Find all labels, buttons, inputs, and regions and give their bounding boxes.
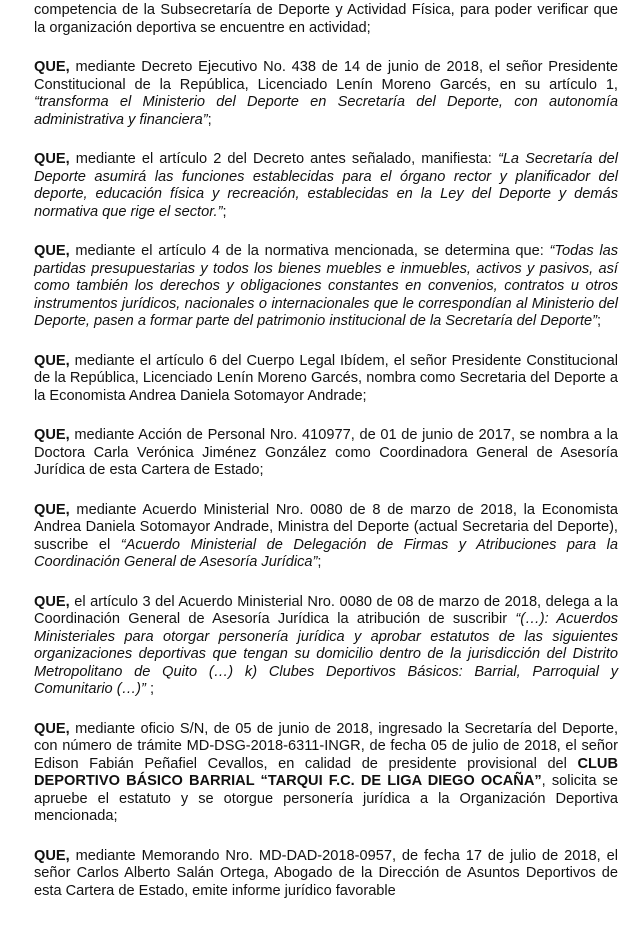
paragraph-text: mediante Decreto Ejecutivo No. 438 de 14 de junio de 2018, el señor Presidente Constitucional de la República, Licenciado Lenín Moreno Garcés, en su artículo 1, <box>34 59 618 93</box>
paragraph-text: ; <box>317 554 322 570</box>
club-name: CLUB DEPORTIVO BÁSICO BARRIAL “TARQUI F.C. DE LIGA DIEGO OCAÑA” <box>34 755 618 789</box>
que-keyword: QUE, <box>34 847 70 864</box>
paragraph-decreto-438 <box>34 59 618 129</box>
quoted-text: “Acuerdo Ministerial de Delegación de Firmas y Atribuciones para la Coordinación General de Asesoría Jurídica” <box>34 536 618 570</box>
quoted-text: “La Secretaría del Deporte asumirá las funciones establecidas para el órgano rector y planificador del deporte, educación física y recreación, establecidas en la Ley del Deporte y demás normativa que rige el sector.” <box>34 151 618 220</box>
paragraph-memorando <box>34 848 618 901</box>
que-keyword: QUE, <box>34 593 70 610</box>
paragraph-continuation <box>34 2 618 37</box>
quoted-text: “(…): Acuerdos Ministeriales para otorgar personería jurídica y aprobar estatutos de las siguientes organizaciones deportivas que tengan su domicilio dentro de la jurisdicción del Distrito Metropolitano de Quito (…) k) Clubes Deportivos Básicos: Barrial, Parroquial y Comunitario (…)” <box>34 611 618 697</box>
paragraph-text: , solicita se apruebe el estatuto y se otorgue personería jurídica a la Organización Deportiva mencionada; <box>34 773 619 824</box>
paragraph-text: mediante oficio S/N, de 05 de junio de 2018, ingresado la Secretaría del Deporte, con número de trámite MD-DSG-2018-6311-INGR, de fecha 05 de julio de 2018, el señor Edison Fabián Peñafiel Cevallos, en calidad de presidente provisional del <box>34 720 618 772</box>
paragraph-text: ; <box>145 681 155 697</box>
que-keyword: QUE, <box>34 352 70 369</box>
paragraph-text: mediante Memorando Nro. MD-DAD-2018-0957, de fecha 17 de julio de 2018, el señor Carlos Alberto Salán Ortega, Abogado de la Dirección de Asuntos Deportivos de esta Cartera de Estado, emite informe jurídico favorable <box>34 847 618 899</box>
paragraph-acuerdo-0080 <box>34 502 618 572</box>
paragraph-text: mediante el artículo 4 de la normativa mencionada, se determina que: <box>69 243 550 259</box>
paragraph-text: mediante el artículo 2 del Decreto antes señalado, manifiesta: <box>69 151 498 167</box>
paragraph-oficio <box>34 721 618 826</box>
quoted-text: “transforma el Ministerio del Deporte en Secretaría del Deporte, con autonomía administrativa y financiera” <box>34 94 618 128</box>
paragraph-text: ; <box>596 313 602 329</box>
que-keyword: QUE, <box>34 720 70 737</box>
que-keyword: QUE, <box>34 427 70 443</box>
paragraph-text: ; <box>207 111 212 128</box>
que-keyword: QUE, <box>34 243 70 259</box>
paragraph-accion-personal <box>34 427 618 480</box>
que-keyword: QUE, <box>34 501 70 518</box>
paragraph-articulo-2 <box>34 151 618 221</box>
paragraph-text: competencia de la Subsecretaría de Deporte y Actividad Física, para poder verificar que la organización deportiva se encuentre en actividad; <box>34 2 618 36</box>
que-keyword: QUE, <box>34 151 70 167</box>
paragraph-articulo-4 <box>34 243 618 331</box>
paragraph-text: ; <box>222 203 227 220</box>
paragraph-text: el artículo 3 del Acuerdo Ministerial Nro. 0080 de 08 de marzo de 2018, delega a la Coordinación General de Asesoría Jurídica la atribución de suscribir <box>34 593 618 627</box>
paragraph-text: mediante Acuerdo Ministerial Nro. 0080 de 8 de marzo de 2018, la Economista Andrea Daniela Sotomayor Andrade, Ministra del Deporte (actual Secretaria del Deporte), suscribe el <box>34 501 618 553</box>
que-keyword: QUE, <box>34 59 70 75</box>
paragraph-text: mediante el artículo 6 del Cuerpo Legal Ibídem, el señor Presidente Constitucional de la República, Licenciado Lenín Moreno Garcés, nombra como Secretaria del Deporte a la Economista Andrea Daniela Sotomayor Andrade; <box>34 352 618 404</box>
quoted-text: “Todas las partidas presupuestarias y todos los bienes muebles e inmuebles, activos y pasivos, así como también los derechos y obligaciones constantes en convenios, contratos u otros instrumentos jurídicos, nacionales o internacionales que le correspondían al Ministerio del Deporte, pasen a formar parte del patrimonio institucional de la Secretaría del Deporte” <box>34 243 618 329</box>
paragraph-text: mediante Acción de Personal Nro. 410977, de 01 de junio de 2017, se nombra a la Doctora Carla Verónica Jiménez González como Coordinadora General de Asesoría Jurídica de esta Cartera de Estado; <box>34 427 618 478</box>
paragraph-articulo-3 <box>34 594 618 699</box>
paragraph-articulo-6 <box>34 353 618 406</box>
